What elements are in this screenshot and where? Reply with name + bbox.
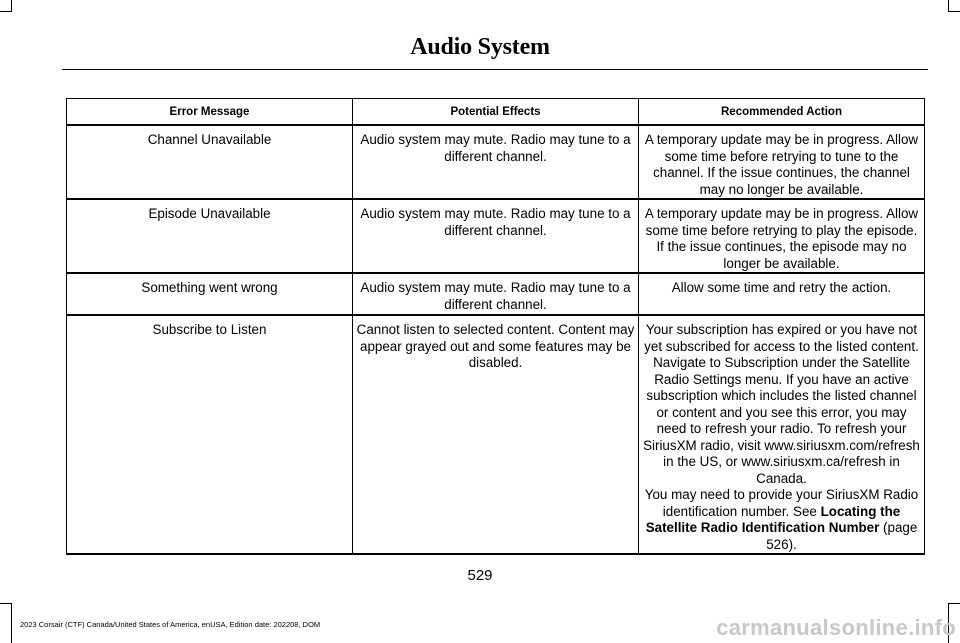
table-row [67,199,925,273]
potential-effects-cell: Cannot listen to selected content. Content may appear grayed out and some features may be disabled. [353,315,639,554]
crop-mark [11,603,12,643]
table-row [67,315,925,554]
recommended-action-cell: A temporary update may be in progress. Allow some time before retrying to play the episode. If the issue continues, the episode may no longer be available. [639,199,925,273]
column-header-error-message: Error Message [67,99,353,126]
crop-mark [11,0,12,12]
note-suffix: (page 526). [766,520,918,552]
recommended-action-text: Your subscription has expired or you have not yet subscribed for access to the listed content. Navigate to Subscription under the Satellite Radio Settings menu. If you have an active subscription which includes the listed channel or content and you see this error, you may need to refresh your radio. To refresh your SiriusXM radio, visit www.siriusxm.com/refresh in the US, or www.siriusxm.ca/refresh in Canada. [643,322,920,486]
potential-effects-cell: Audio system may mute. Radio may tune to a different channel. [353,199,639,273]
header-rule [62,69,928,70]
crop-mark [948,11,960,12]
page-number: 529 [467,567,493,584]
footer-edition-info: 2023 Corsair (CTF) Canada/United States of America, enUSA, Edition date: 202208, DOM [20,620,321,629]
crop-mark [948,0,949,12]
watermark-logo: carmanualsonline.info [716,615,956,640]
note-prefix: You may need to provide your SiriusXM Radio identification number. See [644,487,919,519]
recommended-action-cell: A temporary update may be in progress. Allow some time before retrying to tune to the channel. If the issue continues, the channel may no longer be available. [639,125,925,199]
crop-mark [948,603,960,604]
table-row [67,273,925,315]
cross-reference-link[interactable]: Locating the Satellite Radio Identification Number [645,503,901,535]
potential-effects-cell: Audio system may mute. Radio may tune to a different channel. [353,273,639,315]
error-message-cell: Something went wrong [67,273,353,315]
column-header-recommended-action: Recommended Action [639,99,925,126]
recommended-action-note [642,487,921,553]
potential-effects-cell: Audio system may mute. Radio may tune to a different channel. [353,125,639,199]
recommended-action-cell: Allow some time and retry the action. [639,273,925,315]
page-title: Audio System [410,34,550,60]
error-message-cell: Channel Unavailable [67,125,353,199]
error-message-cell: Episode Unavailable [67,199,353,273]
table-row [67,125,925,199]
error-message-table [66,98,925,555]
column-header-potential-effects: Potential Effects [353,99,639,126]
recommended-action-cell [639,315,925,554]
error-message-cell: Subscribe to Listen [67,315,353,554]
table-header-row [67,99,925,126]
